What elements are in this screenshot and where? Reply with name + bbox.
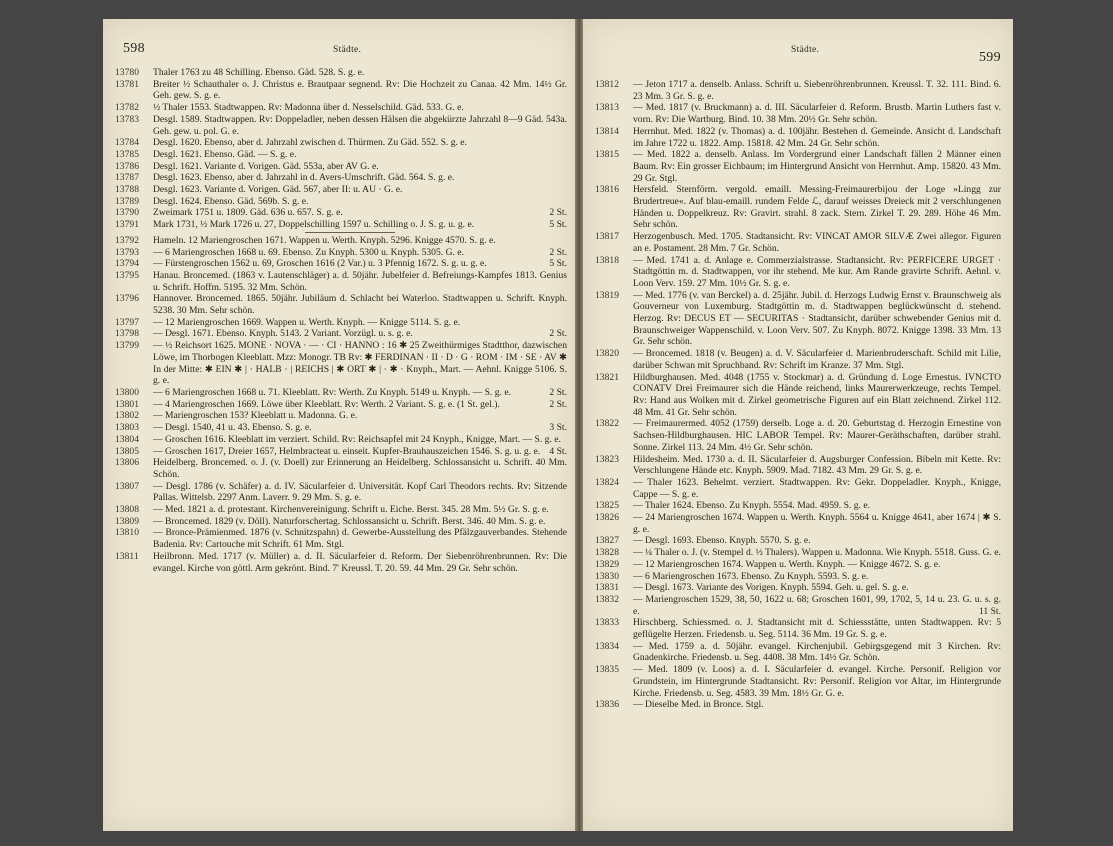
entry-description — [153, 399, 567, 411]
lot-number: 13829 — [595, 558, 619, 570]
lot-number: 13821 — [595, 371, 619, 383]
lot-number: 13801 — [115, 398, 139, 410]
lot-number: 13810 — [115, 527, 139, 539]
piece-count: 2 St. — [549, 386, 567, 398]
catalog-entry — [595, 535, 1001, 547]
entry-text: — Mariengroschen 1529, 38, 50, 1622 u. 68; Groschen 1601, 99, 1702, 5, 14 u. 23. G. u. s. g. e. — [633, 593, 1001, 617]
catalog-entry — [115, 340, 567, 387]
running-head: Städte. — [791, 45, 820, 55]
catalog-entry — [115, 247, 567, 259]
lot-number: 13798 — [115, 328, 139, 340]
entry-text: — Fürstengroschen 1562 u. 69, Groschen 1616 (2 Var.) u. 3 Pfennig 1672. S. g. u. g. e. — [153, 258, 487, 270]
entry-description: Desgl. 1621. Ebenso. Gäd. — S. g. e. — [153, 148, 297, 160]
piece-count: 2 St. — [549, 246, 567, 258]
lot-number: 13793 — [115, 246, 139, 258]
lot-number: 13784 — [115, 137, 139, 149]
catalog-entry — [115, 504, 567, 516]
entry-description: Desgl. 1624. Ebenso. Gäd. 569b. S. g. e. — [153, 195, 309, 207]
lot-number: 13787 — [115, 172, 139, 184]
lot-number: 13813 — [595, 102, 619, 114]
lot-number: 13797 — [115, 316, 139, 328]
lot-number: 13819 — [595, 289, 619, 301]
entry-description: Hersfeld. Sternförm. vergold. emaill. Messing-Freimaurerbijou der Loge »Lingg zur Brudertreue«. Auf blau-emaill. rundem Felde ℒ, darauf weisses Dreieck mit 2 verschlungenen Händen u. Doppelkreuz. Rv: Gravirt. strahl. 8 zack. Stern. Zirkel T. 29. 289. Höhe 46 Mm. Sehr schön. — [633, 184, 1001, 231]
catalog-entry — [595, 102, 1001, 125]
entry-text: — Desgl. 1540, 41 u. 43. Ebenso. S. g. e. — [153, 422, 312, 434]
entry-description: Desgl. 1623. Variante d. Vorigen. Gäd. 567, aber II: u. AU · G. e. — [153, 184, 403, 196]
catalog-entry — [115, 516, 567, 528]
entry-description: Hildburghausen. Med. 4048 (1755 v. Stockmar) a. d. Gründung d. Loge Ernestus. IVNCTO CONATV Drei Freimaurer sich die Hände reichend, links Maurerwerkzeuge, rechts Tempel. Rv: Hand aus Wolken mit d. Zirkel geometrische Figuren auf ein Blatt zeichnend. Zirkel 112. 48 Mm. 41 Gr. Sehr schön. — [633, 371, 1001, 418]
lot-number: 13815 — [595, 149, 619, 161]
lot-number: 13822 — [595, 418, 619, 430]
catalog-entry — [595, 500, 1001, 512]
catalog-entry — [115, 410, 567, 422]
lot-number: 13812 — [595, 79, 619, 90]
entry-text: — 6 Mariengroschen 1668 u. 69. Ebenso. Zu Knyph. 5300 u. Knyph. 5305. G. e. — [153, 246, 464, 258]
lot-number: 13832 — [595, 593, 619, 605]
entry-description: — Med. 1776 (v. van Berckel) a. d. 25jähr. Jubil. d. Herzogs Ludwig Ernst v. Braunschweig als Gouverneur von Luxemburg. Stadtgöttin m. d. Stadtwappen beglückwünscht d. stehend. Herzog. Rv: DECUS ET — SECURITAS · Stadtansicht, darüber schwebender Genius mit d. Braunschweiger Wappenschild. v. Loon Verv. 507. Zu Knyph. 8072. Knigge 1398. 33 Mm. 13 Gr. Sehr schön. — [633, 289, 1001, 348]
section-rule — [305, 232, 395, 233]
catalog-entry — [115, 184, 567, 196]
lot-number: 13805 — [115, 445, 139, 457]
entry-text: Mark 1731, ½ Mark 1726 u. 27, Doppelschilling 1597 u. Schilling o. J. S. g. u. g. e. — [153, 219, 475, 231]
catalog-entry — [595, 641, 1001, 664]
piece-count: 11 St. — [978, 605, 1001, 617]
catalog-entry — [595, 372, 1001, 419]
lot-number: 13800 — [115, 386, 139, 398]
lot-number: 13783 — [115, 113, 139, 125]
piece-count: 4 St. — [549, 445, 567, 457]
entry-description: — 6 Mariengroschen 1673. Ebenso. Zu Knyph. 5593. S. g. e. — [633, 570, 869, 582]
entry-description: — Med. 1809 (v. Loos) a. d. I. Säcularfeier d. evangel. Kirche. Personif. Religion vor Grundstein, im Hintergrunde Stadtansicht. Rv: Personif. Religion vor Altar, im Hintergrunde Kirche. Friedensb. u. Seg. 4583. 39 Mm. 18½ Gr. G. e. — [633, 664, 1001, 699]
entry-description — [153, 219, 567, 231]
lot-number: 13811 — [115, 550, 139, 562]
lot-number: 13830 — [595, 570, 619, 582]
lot-number: 13785 — [115, 148, 139, 160]
catalog-entry — [115, 434, 567, 446]
lot-number: 13817 — [595, 231, 619, 243]
page-number: 599 — [979, 50, 1001, 65]
catalog-entry — [595, 477, 1001, 500]
lot-number: 13794 — [115, 258, 139, 270]
entry-description — [153, 387, 567, 399]
entry-description — [153, 207, 567, 219]
entry-description — [153, 258, 567, 270]
lot-number: 13780 — [115, 67, 139, 78]
lot-number: 13781 — [115, 78, 139, 90]
entry-description: Desgl. 1623. Ebenso, aber d. Jahrzahl in d. Avers-Umschrift. Gäd. 564. S. g. e. — [153, 172, 455, 184]
lot-number: 13796 — [115, 293, 139, 305]
entry-description: — Mariengroschen 153? Kleeblatt u. Madonna. G. e. — [153, 410, 358, 422]
catalog-entry — [595, 512, 1001, 535]
entry-description: Heidelberg. Broncemed. o. J. (v. Doell) zur Erinnerung an Heidelberg. Schlossansicht u. Schrift. 40 Mm. Schön. — [153, 457, 567, 480]
lot-number: 13790 — [115, 207, 139, 219]
entry-description: — Desgl. 1693. Ebenso. Knyph. 5570. S. g. e. — [633, 535, 811, 547]
piece-count: 2 St. — [549, 398, 567, 410]
entry-description: — 12 Mariengroschen 1674. Wappen u. Werth. Knyph. — Knigge 4672. S. g. e. — [633, 558, 941, 570]
lot-number: 13818 — [595, 254, 619, 266]
entry-description — [153, 422, 567, 434]
catalog-entry — [595, 418, 1001, 453]
catalog-entry — [595, 79, 1001, 102]
lot-number: 13831 — [595, 582, 619, 594]
catalog-entry — [595, 149, 1001, 184]
catalog-entry — [115, 446, 567, 458]
entry-description: — Bronce-Prämienmed. 1876 (v. Schnitzspahn) d. Gewerbe-Ausstellung des Pfälzgauverbandes. Stehende Badenia. Rv: Cartouche mit Schrift. 61 Mm. Stgl. — [153, 527, 567, 551]
piece-count: 2 St. — [549, 328, 567, 340]
entry-text: Zweimark 1751 u. 1809. Gäd. 636 u. 657. S. g. e. — [153, 207, 343, 219]
catalog-entry — [115, 399, 567, 411]
entry-description — [153, 328, 567, 340]
lot-number: 13807 — [115, 480, 139, 492]
entry-description: ½ Thaler 1553. Stadtwappen. Rv: Madonna über d. Nesselschild. Gäd. 533. G. e. — [153, 102, 464, 114]
lot-number: 13792 — [115, 234, 139, 246]
catalog-entry — [595, 255, 1001, 290]
entry-description: Breiter ½ Schauthaler o. J. Christus e. Brautpaar segnend. Rv: Die Hochzeit zu Canaa. 42 Mm. 14½ Gr. Geh. gew. S. g. e. — [153, 78, 567, 102]
catalog-entry — [115, 196, 567, 208]
lot-number: 13835 — [595, 664, 619, 676]
entry-description: — 12 Mariengroschen 1669. Wappen u. Werth. Knyph. — Knigge 5114. S. g. e. — [153, 316, 461, 328]
catalog-entry — [115, 527, 567, 550]
catalog-entry — [115, 161, 567, 173]
lot-number: 13826 — [595, 512, 619, 524]
catalog-entry — [595, 547, 1001, 559]
entry-description — [153, 247, 567, 259]
catalog-entry — [595, 664, 1001, 699]
catalog-entry — [595, 617, 1001, 640]
page-number: 598 — [123, 41, 145, 56]
catalog-entry — [115, 172, 567, 184]
entry-description: — Thaler 1624. Ebenso. Zu Knyph. 5554. Mad. 4959. S. g. e. — [633, 500, 870, 512]
entry-description: Herzogenbusch. Med. 1705. Stadtansicht. Rv: VINCAT AMOR SILVÆ Zwei allegor. Figuren an e. Postament. 28 Mm. 7 Gr. Schön. — [633, 231, 1001, 254]
catalog-entry — [595, 559, 1001, 571]
entry-description: — Desgl. 1786 (v. Schäfer) a. d. IV. Säcularfeier d. Universität. Kopf Carl Theodors rechts. Rv: Sitzende Pallas. Wittelsb. 2297 Anm. Laverr. 9. 29 Mm. S. g. e. — [153, 480, 567, 504]
lot-number: 13827 — [595, 535, 619, 547]
piece-count: 3 St. — [549, 422, 567, 434]
entry-description: Hildesheim. Med. 1730 a. d. II. Säcularfeier d. Augsburger Confession. Bibeln mit Kette. Rv: Verschlungene Hände etc. Knyph. 5909. Mad. 7182. 43 Mm. 29 Gr. S. g. e. — [633, 453, 1001, 477]
catalog-entry — [115, 328, 567, 340]
lot-number: 13816 — [595, 184, 619, 196]
entry-description — [633, 594, 1001, 617]
entry-description: — Desgl. 1673. Variante des Vorigen. Knyph. 5594. Geh. u. gel. S. g. e. — [633, 582, 909, 594]
entry-description: Heilbronn. Med. 1717 (v. Müller) a. d. II. Säcularfeier d. Reform. Der Siebenröhrenbrunnen. Rv: Die evangel. Kirche von göttl. Arm gekrönt. Bind. 7' Kreussl. T. 20. 59. 44 Mm. 29 Gr. Sehr schön. — [153, 550, 567, 574]
lot-number: 13809 — [115, 515, 139, 527]
entry-description: — ¼ Thaler o. J. (v. Stempel d. ½ Thalers). Wappen u. Madonna. Wie Knyph. 5518. Guss. G. e. — [633, 547, 1001, 559]
lot-number: 13808 — [115, 504, 139, 516]
catalog-entry — [115, 67, 567, 79]
catalog-entry — [595, 348, 1001, 371]
entry-description: Thaler 1763 zu 48 Schilling. Ebenso. Gäd. 528. S. g. e. — [153, 67, 365, 78]
catalog-entry — [115, 293, 567, 316]
lot-number: 13836 — [595, 699, 619, 711]
catalog-entry — [115, 270, 567, 293]
entry-description: Desgl. 1621. Variante d. Vorigen. Gäd. 553a, aber AV G. e. — [153, 160, 379, 172]
entry-text: — 4 Mariengroschen 1669. Löwe über Kleeblatt. Rv: Werth. 2 Variant. S. g. e. (1 St. gel.). — [153, 398, 500, 410]
lot-number: 13834 — [595, 640, 619, 652]
piece-count: 5 St. — [549, 258, 567, 270]
catalog-entry — [115, 207, 567, 219]
catalog-entry — [595, 231, 1001, 254]
entry-description: Hannover. Broncemed. 1865. 50jähr. Jubiläum d. Schlacht bei Waterloo. Stadtwappen u. Schrift. Knyph. 5238. 30 Mm. Sehr schön. — [153, 293, 567, 317]
piece-count: 2 St. — [549, 207, 567, 219]
entry-description: — 24 Mariengroschen 1674. Wappen u. Werth. Knyph. 5564 u. Knigge 4641, aber 1674 | ✱ S. g. e. — [633, 512, 1001, 535]
lot-number: 13806 — [115, 457, 139, 469]
lot-number: 13820 — [595, 348, 619, 360]
catalog-entry — [115, 149, 567, 161]
lot-number: 13825 — [595, 500, 619, 512]
lot-number: 13788 — [115, 184, 139, 196]
lot-number: 13828 — [595, 547, 619, 559]
entry-description: — ½ Reichsort 1625. MONE · NOVA · — · CI · HANNO : 16 ✱ 25 Zweithürmiges Stadtthor, dazwischen Löwe, im Thorbogen Kleeblatt. Mzz: Monogr. TB Rv: ✱ FERDINAN · II · D · G · ROM · IM · SE · AV ✱ In der Mitte: ✱ EIN ✱ | · HALB · | REICHS | ✱ ORT ✱ | · ✱ · Knyph., Mart. — Aehnl. Knigge 5106. S. g. e. — [153, 340, 567, 387]
catalog-entry — [595, 126, 1001, 149]
catalog-entry — [595, 184, 1001, 231]
entry-description: — Med. 1741 a. d. Anlage e. Commerzialstrasse. Stadtansicht. Rv: PERFICERE URGET · Stadtgöttin m. d. Stadtwappen, vor ihr stehend. Me kur. Am Rande gravirte Schrift. Aehnl. v. Loon Verv. 159. 27 Mm. 10½ Gr. S. g. e. — [633, 254, 1001, 289]
catalog-entry — [115, 457, 567, 480]
catalog-entry — [115, 551, 567, 574]
entry-description: — Med. 1821 a. d. protestant. Kirchenvereinigung. Schrift u. Eiche. Berst. 345. 28 Mm. 5½ Gr. S. g. e. — [153, 504, 549, 516]
catalog-entry — [115, 422, 567, 434]
entry-description: Hameln. 12 Mariengroschen 1671. Wappen u. Werth. Knyph. 5296. Knigge 4570. S. g. e. — [153, 234, 496, 246]
lot-number: 13823 — [595, 453, 619, 465]
catalog-entry — [115, 137, 567, 149]
entry-description: Desgl. 1589. Stadtwappen. Rv: Doppeladler, neben dessen Hälsen die abgekürzte Jahrzahl 8—9 Gäd. 543a. Geh. gew. u. pol. G. e. — [153, 113, 567, 137]
catalog-entry — [115, 481, 567, 504]
catalog-entry — [115, 102, 567, 114]
right-page — [583, 19, 1013, 831]
lot-number: 13802 — [115, 410, 139, 422]
entry-description: — Med. 1817 (v. Bruckmann) a. d. III. Säcularfeier d. Reform. Brustb. Martin Luthers fast v. vorn. Rv: Die Wartburg. Bind. 10. 38 Mm. 20½ Gr. Sehr schön. — [633, 102, 1001, 126]
catalog-entry — [595, 594, 1001, 617]
catalog-entry — [115, 387, 567, 399]
entry-description: — Dieselbe Med. in Bronce. Stgl. — [633, 699, 764, 711]
book-gutter — [575, 19, 583, 831]
running-head: Städte. — [333, 45, 362, 55]
entry-text: — Desgl. 1671. Ebenso. Knyph. 5143. 2 Variant. Vorzügl. u. s. g. e. — [153, 328, 413, 340]
entry-description — [153, 446, 567, 458]
entry-text: — 6 Mariengroschen 1668 u. 71. Kleeblatt. Rv: Werth. Zu Knyph. 5149 u. Knyph. — S. g. e. — [153, 386, 511, 398]
entry-description: Desgl. 1620. Ebenso, aber d. Jahrzahl zwischen d. Thürmen. Zu Gäd. 552. S. g. e. — [153, 137, 467, 149]
catalog-entry — [595, 699, 1001, 711]
lot-number: 13789 — [115, 195, 139, 207]
catalog-entry — [115, 114, 567, 137]
lot-number: 13803 — [115, 422, 139, 434]
catalog-entry — [595, 290, 1001, 349]
entry-list — [595, 79, 1001, 711]
lot-number: 13782 — [115, 102, 139, 114]
entry-description: Hanau. Broncemed. (1863 v. Lautenschläger) a. d. 50jähr. Jubelfeier d. Befreiungs-Kampfes 1813. Genius u. Schrift. Hoffm. 5195. 32 Mm. Schön. — [153, 269, 567, 293]
entry-description: — Med. 1822 a. denselb. Anlass. Im Vordergrund einer Landschaft fällen 2 Männer einen Baum. Rv: Ein grosser Eichbaum; im Hintergrund Ansicht von Herrnhut. Amp. 15820. 43 Mm. 29 Gr. Stgl. — [633, 149, 1001, 184]
lot-number: 13814 — [595, 125, 619, 137]
catalog-entry — [115, 79, 567, 102]
catalog-entry — [115, 258, 567, 270]
lot-number: 13804 — [115, 433, 139, 445]
left-page — [103, 19, 575, 831]
catalog-entry — [595, 571, 1001, 583]
piece-count: 5 St. — [549, 219, 567, 231]
entry-description: — Broncemed. 1829 (v. Döll). Naturforschertag. Schlossansicht u. Schrift. Berst. 346. 40 Mm. S. g. e. — [153, 515, 546, 527]
entry-list — [115, 67, 567, 574]
lot-number: 13791 — [115, 219, 139, 231]
catalog-entry — [115, 219, 567, 231]
catalog-entry — [595, 454, 1001, 477]
lot-number: 13795 — [115, 269, 139, 281]
entry-description: — Med. 1759 a. d. 50jähr. evangel. Kirchenjubil. Gebirgsgegend mit 3 Kirchen. Rv: Gnadenkirche. Friedensb. u. Seg. 4408. 38 Mm. 14½ Gr. Schön. — [633, 640, 1001, 664]
entry-description: — Broncemed. 1818 (v. Beugen) a. d. V. Säcularfeier d. Marienbruderschaft. Schild mit Lilie, darüber Schwan mit Spruchband. Rv: Schrift im Kranze. 37 Mm. Stgl. — [633, 348, 1001, 371]
entry-text: — Groschen 1617, Dreier 1657, Helmbracteat u. einseit. Kupfer-Brauhauszeichen 1546. S. g. u. g. e. — [153, 445, 541, 457]
entry-description: Herrnhut. Med. 1822 (v. Thomas) a. d. 100jähr. Bestehen d. Gemeinde. Ansicht d. Landschaft im Jahre 1722 u. 1822. Amp. 15818. 42 Mm. 24 Gr. Sehr schön. — [633, 125, 1001, 149]
lot-number: 13786 — [115, 160, 139, 172]
entry-description: — Thaler 1623. Behelmt. verziert. Stadtwappen. Rv: Gekr. Doppeladler. Knyph., Knigge, Cappe — S. g. e. — [633, 476, 1001, 500]
lot-number: 13833 — [595, 617, 619, 629]
entry-description: — Groschen 1616. Kleeblatt im verziert. Schild. Rv: Reichsapfel mit 24 Knyph., Knigge, Mart. — S. g. e. — [153, 433, 561, 445]
lot-number: 13799 — [115, 340, 139, 352]
entry-description: — Jeton 1717 a. denselb. Anlass. Schrift u. Siebenröhrenbrunnen. Kreussl. T. 32. 111. Bind. 6. 23 Mm. 3 Gr. S. g. e. — [633, 79, 1001, 102]
lot-number: 13824 — [595, 476, 619, 488]
entry-description: Hirschberg. Schiessmed. o. J. Stadtansicht mit d. Schiessstätte, unten Stadtwappen. Rv: 5 geflügelte Herzen. Friedensb. u. Seg. 5114. 36 Mm. 19 Gr. S. g. e. — [633, 617, 1001, 641]
catalog-entry — [115, 235, 567, 247]
catalog-entry — [595, 582, 1001, 594]
catalog-entry — [115, 317, 567, 329]
entry-description: — Freimaurermed. 4052 (1759) derselb. Loge a. d. 20. Geburtstag d. Herzogin Ernestine von Sachsen-Hildburghausen. HIC LABOR Tempel. Rv: Maurer-Geräthschaften, darüber strahl. Sonne. Zirkel 113. 24 Mm. 4½ Gr. Sehr schön. — [633, 418, 1001, 453]
